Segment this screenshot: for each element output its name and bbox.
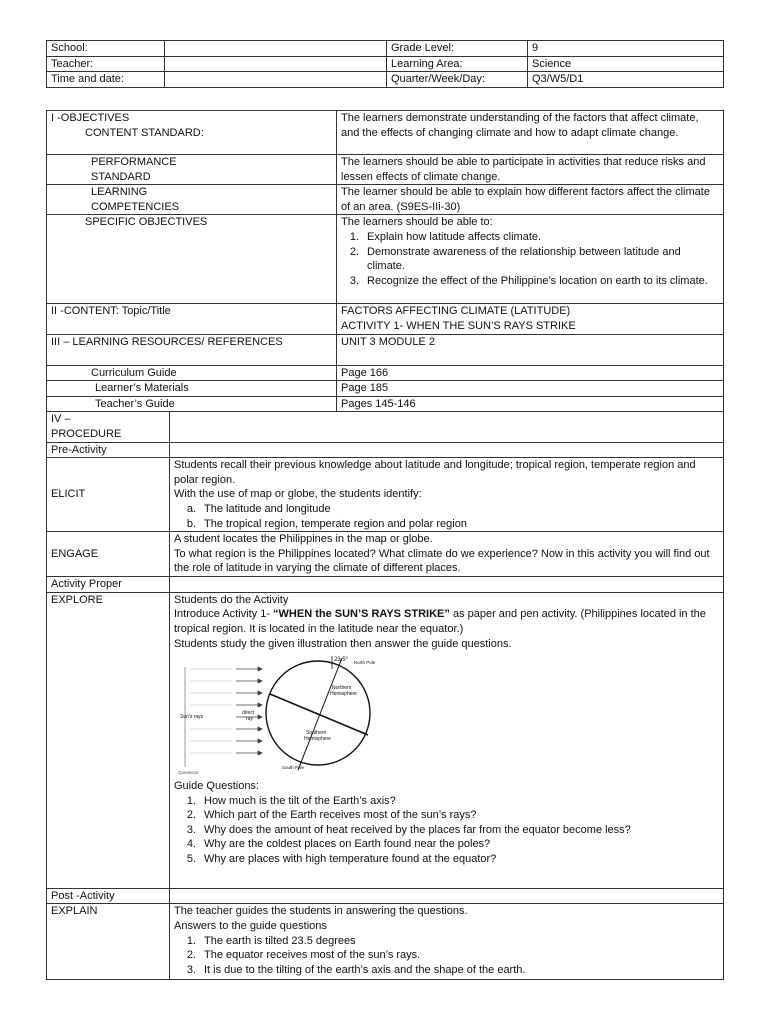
specific-objectives-intro: The learners should be able to: — [341, 216, 493, 229]
list-item: 3. Why does the amount of heat received by the places far from the equator become less? — [186, 823, 631, 836]
earth-axis — [298, 658, 342, 770]
list-item: 2. Which part of the Earth receives most of the sun’s rays? — [186, 809, 477, 822]
list-item: a. The latitude and longitude — [186, 502, 331, 515]
north-pole-label: North Pole — [354, 660, 376, 666]
specific-objectives-cell — [47, 215, 337, 304]
activity-title: “WHEN the SUN’S RAYS STRIKE” — [273, 608, 450, 621]
elicit-content — [170, 458, 724, 532]
objectives-heading: I -OBJECTIVES — [51, 112, 130, 124]
engage-line-2: To what region is the Philippines located? What climate do we experience? Now in this activity you will find out the role of latitude in varying the climate of different places. — [174, 547, 710, 575]
learners-materials-cell — [47, 381, 337, 397]
learners-materials-label: Learner’s Materials — [95, 382, 189, 395]
answers-list — [174, 934, 719, 978]
explain-content — [170, 904, 724, 980]
elicit-line-2: With the use of map or globe, the students identify: — [174, 488, 422, 501]
explore-line-1: Students do the Activity — [174, 593, 289, 606]
list-item: 3. Recognize the effect of the Philippine’s location on earth to its climate. — [349, 274, 708, 287]
engage-line-1: A student locates the Philippines in the map or globe. — [174, 533, 433, 546]
performance-standard-label-2: STANDARD — [91, 170, 151, 183]
equator-line — [270, 694, 368, 735]
specific-objectives-label: SPECIFIC OBJECTIVES — [85, 216, 208, 229]
activity-proper-label: Activity Proper — [47, 577, 170, 593]
performance-standard-text: The learners should be able to participate in activities that reduce risks and lessen effects of climate change. — [337, 155, 724, 185]
explore-content — [170, 592, 724, 888]
specific-objectives-content — [337, 215, 724, 304]
time-date-label: Time and date: — [47, 72, 165, 88]
time-date-value — [165, 72, 387, 88]
content-topic-line-1: FACTORS AFFECTING CLIMATE (LATITUDE) — [341, 305, 571, 318]
learning-competencies-text: The learner should be able to explain how different factors affect the climate of an area. (S9ES-IIi-30) — [337, 185, 724, 215]
list-item: 3. It is due to the tilting of the earth’s axis and the shape of the earth. — [186, 963, 526, 976]
school-label: School: — [47, 41, 165, 57]
southern-hemisphere-label-2: Hemisphere — [304, 736, 331, 743]
learning-resources-label: III – LEARNING RESOURCES/ REFERENCES — [47, 334, 337, 365]
list-item: b. The tropical region, temperate region and polar region — [186, 517, 467, 530]
performance-standard-label-1: PERFORMANCE — [91, 156, 177, 168]
teachers-guide-label: Teacher’s Guide — [95, 397, 175, 410]
learners-materials-value: Page 185 — [337, 381, 724, 397]
explore-line-3: Students study the given illustration then answer the guide questions. — [174, 637, 512, 650]
teachers-guide-value: Pages 145-146 — [337, 396, 724, 412]
elicit-list — [174, 502, 719, 531]
curriculum-guide-cell — [47, 365, 337, 381]
elicit-line-1: Students recall their previous knowledge about latitude and longitude; tropical region, temperate region and polar region. — [174, 459, 696, 486]
lesson-plan-table — [46, 110, 724, 980]
engage-label: ENGAGE — [47, 532, 170, 577]
list-item: 2. Demonstrate awareness of the relationship between latitude and climate. — [349, 245, 681, 273]
procedure-label: IV – PROCEDURE — [47, 412, 170, 442]
south-pole-label: South Pole — [282, 765, 305, 771]
northern-hemisphere-label-1: Northern — [332, 685, 352, 692]
teacher-label: Teacher: — [47, 56, 165, 72]
list-item: 1. The earth is tilted 23.5 degrees — [186, 934, 356, 947]
teacher-value — [165, 56, 387, 72]
grade-level-label: Grade Level: — [387, 41, 528, 57]
suns-rays-diagram — [176, 655, 416, 775]
learning-area-value: Science — [528, 56, 724, 72]
teachers-guide-cell — [47, 396, 337, 412]
grade-level-value: 9 — [528, 41, 724, 57]
post-activity-label: Post -Activity — [47, 888, 170, 904]
content-topic-line-2: ACTIVITY 1- WHEN THE SUN’S RAYS STRIKE — [341, 319, 576, 332]
list-item: 2. The equator receives most of the sun’s rays. — [186, 949, 421, 962]
explain-label: EXPLAIN — [47, 904, 170, 980]
learning-resources-value: UNIT 3 MODULE 2 — [337, 334, 724, 365]
header-table — [46, 40, 724, 88]
suns-rays-label: Sun's rays — [180, 714, 204, 721]
curriculum-guide-label: Curriculum Guide — [91, 366, 177, 379]
content-standard-text: The learners demonstrate understanding of the factors that affect climate, and the effects of changing climate and how to adapt climate change. — [337, 111, 724, 155]
objectives-cell — [47, 111, 337, 155]
earth-circle — [266, 661, 370, 765]
engage-content — [170, 532, 724, 577]
explain-line-1: The teacher guides the students in answering the questions. — [174, 905, 468, 918]
learning-competencies-label-1: LEARNING — [91, 186, 148, 199]
performance-standard-cell — [47, 155, 337, 185]
tilt-angle-label: 23.5° — [334, 657, 349, 664]
questions-fragment: Questions: — [178, 770, 200, 776]
learning-area-label: Learning Area: — [387, 56, 528, 72]
explore-label: EXPLORE — [47, 592, 170, 888]
learning-competencies-cell — [47, 185, 337, 215]
southern-hemisphere-label-1: Southern — [306, 730, 327, 737]
specific-objectives-list — [341, 230, 719, 288]
learning-competencies-label-2: COMPETENCIES — [91, 200, 180, 213]
list-item: 1. How much is the tilt of the Earth’s axis? — [186, 794, 396, 807]
guide-questions-label: Guide Questions: — [174, 780, 259, 793]
list-item: 4. Why are the coldest places on Earth found near the poles? — [186, 838, 491, 851]
content-standard-label: CONTENT STANDARD: — [85, 126, 204, 139]
content-label: II -CONTENT: Topic/Title — [47, 304, 337, 334]
quarter-week-day-label: Quarter/Week/Day: — [387, 72, 528, 88]
content-topic — [337, 304, 724, 334]
direct-ray-label-1: direct — [242, 710, 255, 717]
direct-ray-label-2: ray — [246, 716, 253, 723]
list-item: 5. Why are places with high temperature found at the equator? — [186, 853, 497, 866]
procedure-blank — [170, 412, 724, 442]
explain-line-2: Answers to the guide questions — [174, 919, 327, 932]
elicit-label: ELICIT — [47, 458, 170, 532]
list-item: 1. Explain how latitude affects climate. — [349, 230, 542, 243]
school-value — [165, 41, 387, 57]
curriculum-guide-value: Page 166 — [337, 365, 724, 381]
guide-questions-list — [174, 794, 719, 867]
explore-intro: Introduce Activity 1- “WHEN the SUN’S RAYS STRIKE” as paper and pen activity. (Philippines located in the tropical region. It is located in the latitude near the equator.) — [174, 608, 706, 635]
northern-hemisphere-label-2: Hemisphere — [330, 691, 357, 698]
pre-activity-label: Pre-Activity — [47, 442, 170, 458]
quarter-week-day-value: Q3/W5/D1 — [528, 72, 724, 88]
